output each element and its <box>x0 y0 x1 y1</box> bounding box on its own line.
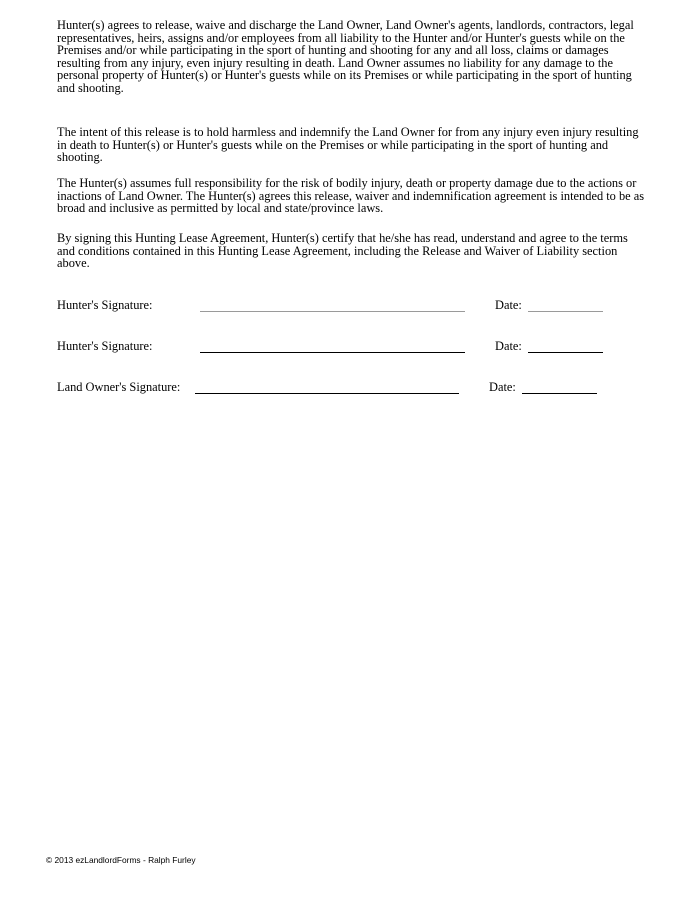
intent-paragraph: The intent of this release is to hold harmless and indemnify the Land Owner for from any injury even injury resulting in death to Hunter(s) or Hunter's guests while on the Premises or while participating in the sport of hunting and shooting. <box>57 125 639 165</box>
copyright-footer: © 2013 ezLandlordForms - Ralph Furley <box>46 855 196 865</box>
land-owner-signature-label: Land Owner's Signature: <box>57 380 181 394</box>
hunter-signature-line-2[interactable] <box>200 352 465 353</box>
hunter-signature-line-1[interactable] <box>200 311 465 312</box>
responsibility-paragraph: The Hunter(s) assumes full responsibility for the risk of bodily injury, death or property damage due to the actions or inactions of Land Owner. The Hunter(s) agrees this release, waiver and indemnification agreement is intended to be as broad and inclusive as permitted by local and state/province laws. <box>57 176 645 216</box>
release-paragraph: Hunter(s) agrees to release, waive and discharge the Land Owner, Land Owner's agents, landlords, contractors, legal representatives, heirs, assigns and/or employees from all liability to the Hunter and/or Hunter's guests while on the Premises and/or while participating in the sport of hunting and shooting for any and all loss, claims or damages resulting from any injury, even injury resulting in death. Land Owner assumes no liability for any damage to the personal property of Hunter(s) or Hunter's guests while on its Premises or while participating in the sport of hunting and shooting. <box>57 18 634 95</box>
date-label-1: Date: <box>495 298 522 312</box>
land-owner-signature-line[interactable] <box>195 393 459 394</box>
date-line-2[interactable] <box>528 352 603 353</box>
date-label-3: Date: <box>489 380 516 394</box>
date-label-2: Date: <box>495 339 522 353</box>
hunter-signature-label-2: Hunter's Signature: <box>57 339 153 353</box>
date-line-1[interactable] <box>528 311 603 312</box>
date-line-3[interactable] <box>522 393 597 394</box>
acknowledgement-paragraph: By signing this Hunting Lease Agreement, Hunter(s) certify that he/she has read, understand and agree to the terms and conditions contained in this Hunting Lease Agreement, including the Release and Waiver of Liability section above. <box>57 231 628 271</box>
hunter-signature-label-1: Hunter's Signature: <box>57 298 153 312</box>
